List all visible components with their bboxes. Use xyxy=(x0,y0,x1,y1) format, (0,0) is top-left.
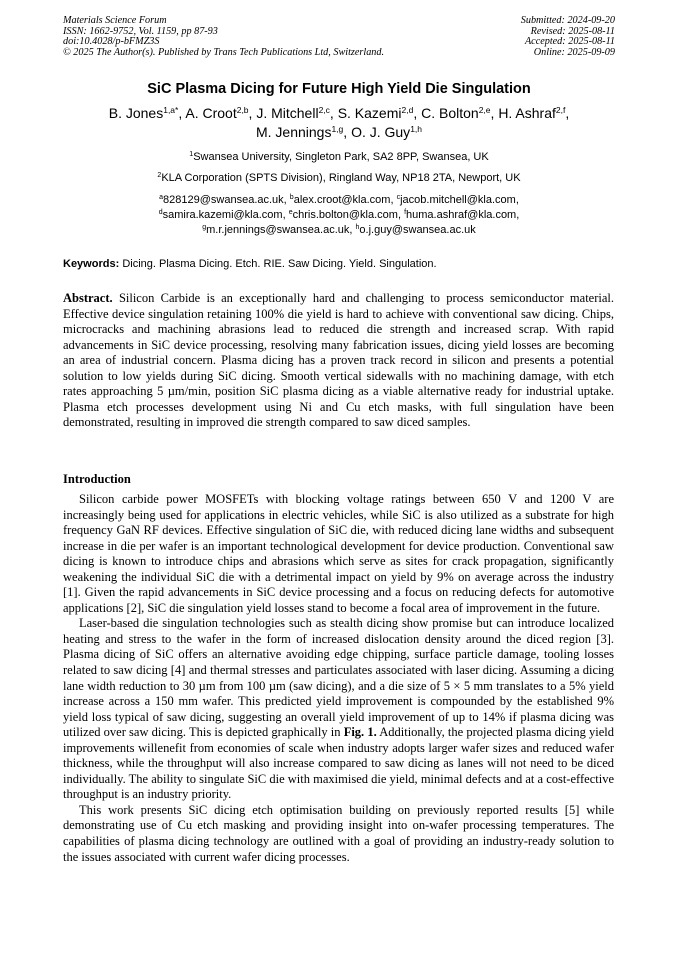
email-link[interactable]: huma.ashraf@kla.com xyxy=(406,209,517,221)
author-name: O. J. Guy xyxy=(351,124,411,140)
journal-name: Materials Science Forum xyxy=(63,15,167,26)
author-list: B. Jones$^{1,a*}$, A. Croot$^{2,b}$, J. Mitchell$^{2,c}$, S. Kazemi$^{2,d}$, C. Bolton$^{2,e}$, H. Ashraf$^{2,f}$, M. Jennings$^{1,g}$, O. J. Guy$^{1,h}$ xyxy=(108,105,570,140)
introduction-body xyxy=(63,492,614,865)
author-name: S. Kazemi xyxy=(337,105,402,121)
author-name: J. Mitchell xyxy=(256,105,319,121)
online-date: Online: 2025-09-09 xyxy=(533,46,615,58)
paragraph: Silicon carbide power MOSFETs with blocking voltage ratings between 650 V and 1200 V are increasingly being used for applications in electric vehicles, while SiC is also utilized as a substrate for high frequency GaN RF devices. Effective singulation of SiC die, with reduced dicing lane widths and subsequent increase in die per wafer is an important technological development for device production. Conventional saw dicing is known to introduce chips and abrasions which serve as sites for crack propagation, significantly weakening the individual SiC die with a detrimental impact on yield by 9% on average across the industry [1]. Given the rapid advancements in SiC device processing and a focus on reducing defects for automotive applications [2], SiC die singulation yield losses stand to become a focal area of improvement in the future. xyxy=(63,492,614,615)
author-emails: $^a$828129@swansea.ac.uk, $^b$alex.croot@kla.com, $^c$jacob.mitchell@kla.com, $^d$samira.kazemi@kla.com, $^e$chris.bolton@kla.com, $^f$huma.ashraf@kla.com, $^g$m.r.jennings@swansea.ac.uk, $^h$o.j.guy@swansea.ac.uk xyxy=(158,194,520,236)
email-mark: d xyxy=(158,209,163,216)
affiliation-2 xyxy=(40,172,638,184)
author-name: A. Croot xyxy=(185,105,237,121)
issn-volume: ISSN: 1662-9752, Vol. 1159, pp 87-93 xyxy=(63,25,218,37)
author-name: M. Jennings xyxy=(255,124,332,140)
author-name: H. Ashraf xyxy=(498,105,556,121)
author-name: B. Jones xyxy=(108,105,164,121)
abstract-text: Silicon Carbide is an exceptionally hard and challenging to process semiconductor material. Effective device singulation retaining 100% die yield is hard to achieve with conventional saw dicing. Chips, microcracks and machining abrasions lead to reduced die strength and increased scrap. With rapid advancements in SiC device processing, resolving many fabrication issues, dicing yield losses are becoming an area of industrial concern. Plasma dicing has a proven track record in silicon and presents a potential solution to low yields during SiC dicing. Smooth vertical sidewalls with no machining damage, with etch rates approaching 5 µm/min, position SiC plasma dicing as a viable alternative ready for industrial uptake. Plasma etch processes development using Ni and Cu etch masks, with full singulation have been demonstrated, resulting in improved die strength compared to saw diced samples. xyxy=(63,291,615,430)
abstract-label: Abstract. xyxy=(63,291,113,305)
author-affiliation-mark: 2,d xyxy=(401,105,414,115)
abstract xyxy=(63,291,614,431)
author-affiliation-mark: 2,b xyxy=(236,105,249,115)
email-mark: a xyxy=(159,194,164,201)
doi: doi:10.4028/p-bFMZ3S xyxy=(63,36,160,48)
email-mark: h xyxy=(355,224,360,231)
email-mark: c xyxy=(396,194,401,201)
email-link[interactable]: jacob.mitchell@kla.com xyxy=(400,194,516,206)
journal-header xyxy=(63,16,384,58)
accepted-date: Accepted: 2025-08-11 xyxy=(524,36,615,48)
dates-header xyxy=(521,16,615,58)
author-affiliation-mark: 1,h xyxy=(410,124,423,134)
revised-date: Revised: 2025-08-11 xyxy=(530,25,615,37)
email-mark: f xyxy=(404,209,407,216)
email-mark: b xyxy=(289,194,294,201)
author-name: C. Bolton xyxy=(421,105,479,121)
paragraph-text: Additionally, the projected plasma dicing yield improvements willenefit from economies of scale when industry adopts larger wafer sizes and reduced wafer thickness, while the throughput will also increase compared to saw dicing as lanes will not need to be diced individually. The ability to singulate SiC die with maximised die yield, minimal defects and at a cost-effective throughput is an industry priority. xyxy=(63,725,615,802)
affiliation-number: 2 xyxy=(157,172,162,179)
email-mark: e xyxy=(288,209,293,216)
copyright: © 2025 The Author(s). Published by Trans Tech Publications Ltd, Switzerland. xyxy=(63,46,385,58)
email-link[interactable]: m.r.jennings@swansea.ac.uk xyxy=(206,224,350,236)
email-mark: g xyxy=(202,224,207,231)
author-affiliation-mark: 2,c xyxy=(318,105,330,115)
affiliation-1 xyxy=(40,151,638,163)
paragraph xyxy=(63,616,614,803)
email-link[interactable]: samira.kazemi@kla.com xyxy=(162,209,283,221)
affiliation-text: KLA Corporation (SPTS Division), Ringland Way, NP18 2TA, Newport, UK xyxy=(161,172,521,184)
section-heading: Introduction xyxy=(63,472,131,486)
author-affiliation-mark: 1,a* xyxy=(163,105,179,115)
author-affiliation-mark: 2,f xyxy=(555,105,566,115)
email-link[interactable]: 828129@swansea.ac.uk xyxy=(163,194,284,206)
author-affiliation-mark: 1,g xyxy=(331,124,344,134)
email-link[interactable]: o.j.guy@swansea.ac.uk xyxy=(359,224,476,236)
email-link[interactable]: chris.bolton@kla.com xyxy=(292,209,398,221)
paper-title: SiC Plasma Dicing for Future High Yield Die Singulation xyxy=(147,81,531,97)
email-link[interactable]: alex.croot@kla.com xyxy=(293,194,391,206)
author-affiliation-mark: 2,e xyxy=(478,105,491,115)
paragraph-text: Laser-based die singulation technologies such as stealth dicing show promise but can introduce localized heating and stress to the wafer in the form of increased dislocation density around the diced region [3]. Plasma dicing of SiC offers an alternative avoiding edge chipping, surface particle damage, tooling losses related to saw dicing [4] and thermal stresses and particulates associated with laser dicing. Assuming a dicing lane width reduction to 30 µm from 100 µm (saw dicing), and a die size of 5 × 5 mm translates to a 5% yield increase across a 150 mm wafer. This predicted yield improvement is compounded by the established 9% yield loss typical of saw dicing, suggesting an overall yield improvement of up to 14% if plasma dicing was utilized over saw dicing. This is depicted graphically in xyxy=(63,616,614,740)
affiliation-text: Swansea University, Singleton Park, SA2 8PP, Swansea, UK xyxy=(193,151,489,163)
affiliation-number: 1 xyxy=(189,151,194,158)
keywords xyxy=(63,258,623,270)
submitted-date: Submitted: 2024-09-20 xyxy=(520,15,615,26)
keywords-label: Keywords: xyxy=(63,258,120,270)
keywords-text: Dicing. Plasma Dicing. Etch. RIE. Saw Dicing. Yield. Singulation. xyxy=(122,258,437,270)
paragraph: This work presents SiC dicing etch optimisation building on previously reported results [5] while demonstrating use of Cu etch masking and providing insight into on-wafer processing temperatures. The capabilities of plasma dicing technology are outlined with a goal of providing an industry-ready solution to the issues associated with current wafer dicing processes. xyxy=(63,802,614,864)
figure-reference[interactable]: Fig. 1. xyxy=(343,725,377,740)
